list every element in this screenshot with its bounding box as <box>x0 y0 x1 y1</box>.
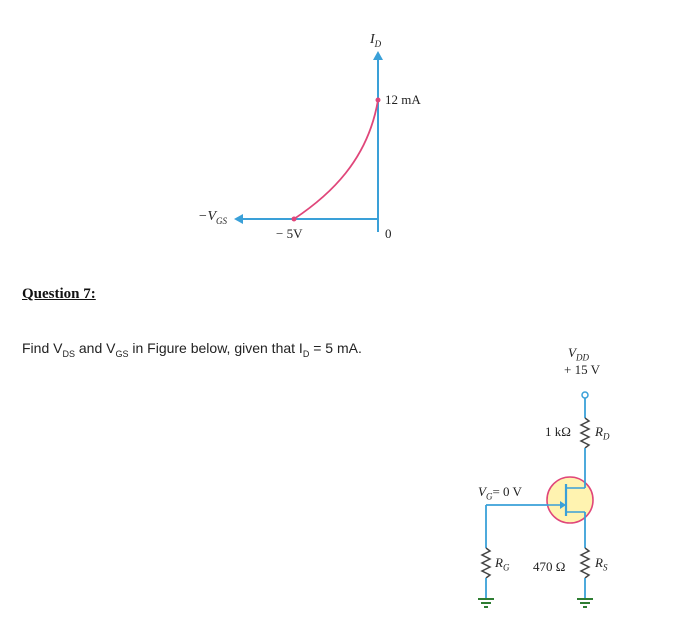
rg-resistor <box>482 548 490 578</box>
idss-label: 12 mA <box>385 92 421 107</box>
id-axis-label: $I_D$ <box>370 32 382 49</box>
rd-resistor <box>581 418 589 448</box>
vdd-terminal <box>582 392 588 398</box>
vp-label: − 5V <box>276 226 303 241</box>
question-heading: Question 7: <box>22 286 96 302</box>
vg-label: $V_G= 0$ V <box>478 484 522 502</box>
point-idss <box>376 98 381 103</box>
rd-label: $R_D$ <box>595 424 610 442</box>
id-axis-arrow <box>373 51 383 60</box>
rg-label: $R_G$ <box>495 555 510 573</box>
rs-value: 470 Ω <box>533 559 566 574</box>
transfer-curve <box>294 100 378 219</box>
vdd-label: $V_{DD}$ <box>568 345 589 363</box>
jfet-body <box>547 477 593 523</box>
vdd-value: + 15 V <box>564 362 600 377</box>
rd-value: 1 kΩ <box>545 424 571 439</box>
point-vp <box>292 217 297 222</box>
rs-label: $R_S$ <box>595 555 608 573</box>
rs-resistor <box>581 548 589 578</box>
question-text: Find $V_{DS}$ and $V_{GS}$ in Figure below, given that $I_D = 5$ mA. <box>22 340 362 359</box>
origin-label: 0 <box>385 226 392 241</box>
vgs-axis-arrow <box>234 214 243 224</box>
vgs-axis-label: $-V_{GS}$ <box>198 209 227 226</box>
